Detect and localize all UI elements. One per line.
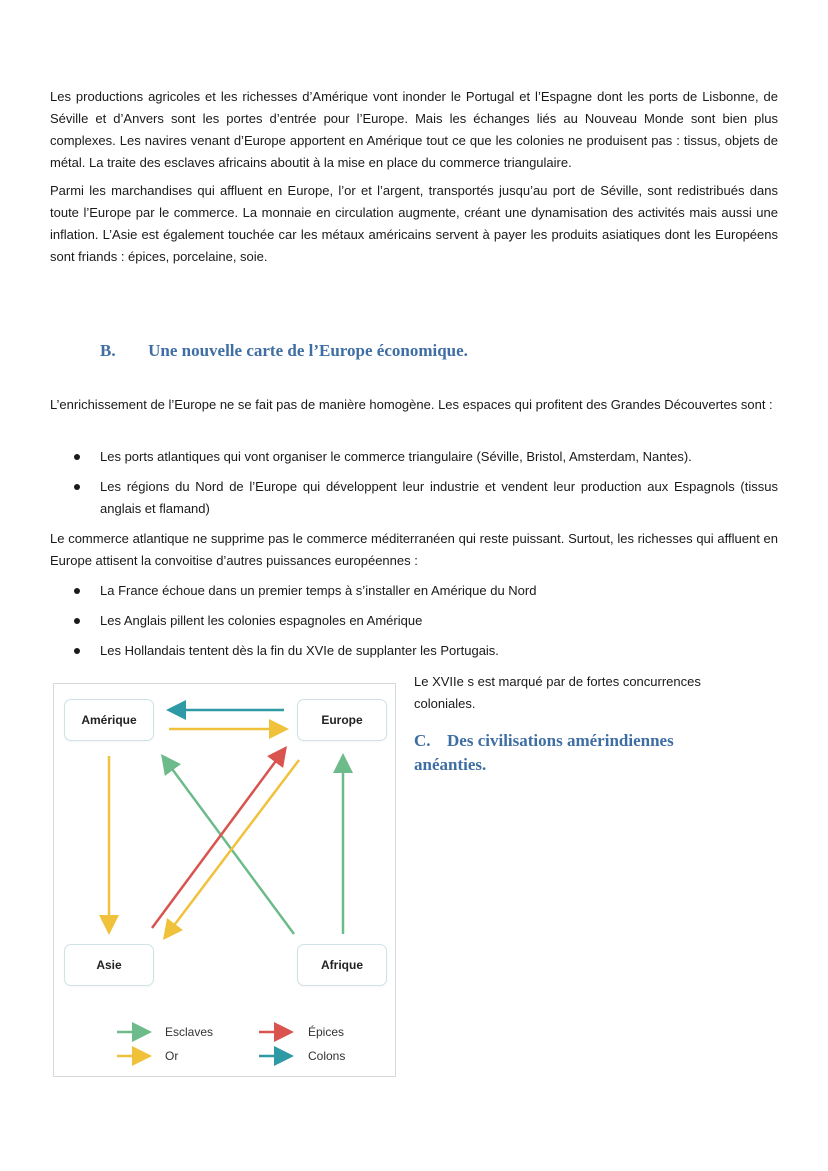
list-item: Les Anglais pillent les colonies espagnoles en Amérique — [50, 610, 778, 632]
beneficiaries-list — [50, 446, 778, 528]
bullet-icon — [74, 484, 80, 490]
list-item: Les régions du Nord de l’Europe qui développent leur industrie et vendent leur production aux Espagnols (tissus anglais et flamand) — [50, 476, 778, 520]
bullet-icon — [74, 454, 80, 460]
section-b-letter: B. — [100, 341, 116, 360]
list-item: La France échoue dans un premier temps à s’installer en Amérique du Nord — [50, 580, 778, 602]
competitors-list — [50, 580, 778, 670]
section-c-title-line1: Des civilisations amérindiennes — [447, 731, 674, 750]
section-c-title-line2: anéanties. — [414, 755, 487, 774]
bullet-icon — [74, 588, 80, 594]
legend-label-esclaves: Esclaves — [165, 1025, 214, 1039]
bullet-icon — [74, 618, 80, 624]
arrow-afrique-to-amerique-esclaves — [164, 758, 294, 934]
section-b-heading — [100, 341, 468, 361]
section-b-title: Une nouvelle carte de l’Europe économique. — [148, 341, 468, 360]
trade-flows-diagram — [53, 683, 396, 1077]
list-item: Les Hollandais tentent dès la fin du XVIe de supplanter les Portugais. — [50, 640, 778, 662]
paragraph-enrichment: L’enrichissement de l’Europe ne se fait pas de manière homogène. Les espaces qui profitent des Grandes Découvertes sont : — [50, 397, 773, 412]
paragraph-atlantic-trade: Le commerce atlantique ne supprime pas le commerce méditerranéen qui reste puissant. Surtout, les richesses qui affluent en Europe attisent la convoitise d’autres puissances européennes : — [50, 531, 778, 568]
node-asie: Asie — [64, 944, 154, 986]
node-amerique: Amérique — [64, 699, 154, 741]
paragraph-gold-silver: Parmi les marchandises qui affluent en Europe, l’or et l’argent, transportés jusqu’au port de Séville, sont redistribués dans toute l’Europe par le commerce. La monnaie en circulation augmente, créant une dynamisation des activités mais aussi une inflation. L’Asie est également touchée car les métaux américains servent à payer les produits asiatiques dont les Européens sont friands : épices, porcelaine, soie. — [50, 183, 778, 264]
paragraph-xviie-competition: Le XVIIe s est marqué par de fortes concurrences coloniales. — [414, 674, 701, 711]
arrow-asie-to-europe-epices — [152, 750, 284, 928]
legend-label-colons: Colons — [308, 1049, 346, 1063]
trade-arrows-svg — [54, 684, 397, 1078]
section-c-heading — [414, 729, 674, 777]
list-item: Les ports atlantiques qui vont organiser le commerce triangulaire (Séville, Bristol, Amsterdam, Nantes). — [50, 446, 778, 468]
section-c-letter: C. — [414, 731, 431, 750]
legend-label-epices: Épices — [308, 1025, 345, 1039]
bullet-icon — [74, 648, 80, 654]
node-europe: Europe — [297, 699, 387, 741]
paragraph-trade-americas: Les productions agricoles et les richesses d’Amérique vont inonder le Portugal et l’Espagne dont les ports de Lisbonne, de Séville et d’Anvers sont les portes d’entrée pour l’Europe. Mais les échanges liés au Nouveau Monde sont bien plus complexes. Les navires venant d’Europe apportent en Amérique tout ce que les colonies ne produisent pas : tissus, objets de métal. La traite des esclaves africains aboutit à la mise en place du commerce triangulaire. — [50, 89, 778, 170]
legend-label-or: Or — [165, 1049, 179, 1063]
node-afrique: Afrique — [297, 944, 387, 986]
